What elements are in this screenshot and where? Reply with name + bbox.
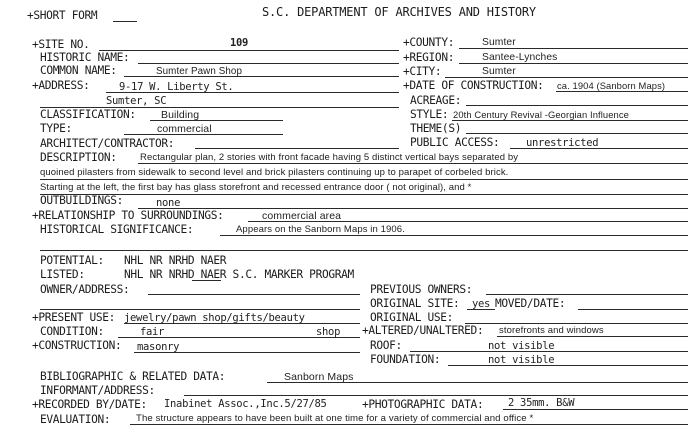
- hist-significance-line2: [40, 250, 688, 251]
- county-value: Sumter: [482, 37, 516, 48]
- hist-significance-label: HISTORICAL SIGNIFICANCE:: [40, 223, 194, 236]
- public-access-line: [510, 148, 688, 149]
- description-line1: [138, 163, 688, 164]
- city-value: Sumter: [482, 66, 516, 77]
- original-use-label: ORIGINAL USE:: [370, 311, 454, 324]
- original-site-line: [467, 309, 495, 310]
- listed-options: NHL NR NRHD NAER S.C. MARKER PROGRAM: [124, 268, 354, 281]
- potential-options: NHL NR NRHD NAER: [124, 254, 227, 267]
- city-line: [445, 77, 688, 78]
- evaluation-line: [130, 424, 688, 425]
- previous-owners-line: [486, 294, 688, 295]
- description-line2: [40, 179, 688, 180]
- description-line3-value: Starting at the left, the first bay has glass storefront and recessed entrance door ( not original), and *: [40, 182, 472, 193]
- original-site-value: yes: [472, 298, 491, 310]
- classification-line: [150, 120, 283, 121]
- type-value: commercial: [157, 123, 212, 135]
- date-construction-line: [556, 91, 688, 92]
- potential-label: POTENTIAL:: [40, 254, 104, 267]
- previous-owners-label: PREVIOUS OWNERS:: [370, 283, 473, 296]
- county-line: [459, 48, 688, 49]
- original-use-line: [465, 323, 688, 324]
- classification-value: Building: [161, 109, 200, 121]
- recorded-by-label: +RECORDED BY/DATE:: [32, 398, 147, 411]
- moved-date-label: MOVED/DATE:: [495, 297, 566, 310]
- construction-label: +CONSTRUCTION:: [32, 339, 122, 352]
- site-no-label: +SITE NO.: [32, 38, 90, 51]
- outbuildings-value: none: [156, 197, 181, 209]
- evaluation-value: The structure appears to have been built at one time for a variety of commercial and office *: [136, 413, 534, 424]
- address-line2-value: Sumter, SC: [106, 95, 167, 107]
- owner-address-label: OWNER/ADDRESS:: [40, 283, 130, 296]
- region-value: Santee-Lynches: [482, 52, 558, 63]
- owner-address-line2: [40, 309, 360, 310]
- condition-line: [118, 337, 360, 338]
- acreage-label: ACREAGE:: [410, 94, 462, 107]
- common-name-label: COMMON NAME:: [40, 64, 117, 77]
- condition-label: CONDITION:: [40, 325, 104, 338]
- description-line1-value: Rectangular plan, 2 stories with front facade having 5 distinct vertical bays separated by: [140, 152, 519, 163]
- style-line: [452, 120, 688, 121]
- acreage-line: [466, 105, 688, 106]
- altered-line: [497, 336, 688, 337]
- site-no-value: 109: [230, 37, 249, 49]
- description-label: DESCRIPTION:: [40, 151, 117, 164]
- common-name-value: Sumter Pawn Shop: [156, 66, 243, 77]
- city-label: +CITY:: [403, 65, 442, 78]
- public-access-value: unrestricted: [526, 137, 599, 149]
- short-form-label: +SHORT FORM: [27, 9, 98, 22]
- present-use-value: jewelry/pawn shop/gifts/beauty: [124, 312, 305, 324]
- informant-line: [184, 395, 688, 396]
- roof-label: ROOF:: [370, 339, 402, 352]
- architect-label: ARCHITECT/CONTRACTOR:: [40, 137, 175, 150]
- photographic-label: +PHOTOGRAPHIC DATA:: [362, 398, 484, 411]
- historic-name-label: HISTORIC NAME:: [40, 51, 130, 64]
- outbuildings-label: OUTBUILDINGS:: [40, 194, 124, 207]
- photographic-value: 2 35mm. B&W: [508, 397, 575, 409]
- public-access-label: PUBLIC ACCESS:: [410, 136, 500, 149]
- construction-value: masonry: [137, 341, 180, 353]
- short-form-blank: [113, 21, 137, 22]
- type-line: [124, 134, 283, 135]
- condition-extra-value: shop: [316, 326, 341, 338]
- relationship-label: +RELATIONSHIP TO SURROUNDINGS:: [32, 209, 224, 222]
- present-use-label: +PRESENT USE:: [32, 311, 116, 324]
- altered-value: storefronts and windows: [499, 325, 604, 336]
- address-label: +ADDRESS:: [32, 79, 90, 92]
- classification-label: CLASSIFICATION:: [40, 108, 136, 121]
- biblio-value: Sanborn Maps: [284, 371, 354, 383]
- hist-significance-value: Appears on the Sanborn Maps in 1906.: [236, 224, 405, 235]
- foundation-line: [448, 365, 688, 366]
- architect-line: [195, 148, 399, 149]
- recorded-by-value: Inabinet Assoc.,Inc.5/27/85: [164, 398, 327, 410]
- roof-value: not visible: [488, 340, 555, 352]
- themes-label: THEME(S): [410, 122, 462, 135]
- moved-date-line: [578, 309, 688, 310]
- foundation-label: FOUNDATION:: [370, 353, 441, 366]
- description-line2-value: quoined pilasters from sidewalk to second level and brick pilasters continuing up to parapet of corbeled brick.: [40, 167, 509, 178]
- historic-name-line: [138, 63, 399, 64]
- nrhd-underline: [192, 280, 221, 281]
- condition-value: fair: [140, 326, 165, 338]
- foundation-value: not visible: [488, 354, 555, 366]
- photographic-line: [503, 409, 688, 410]
- altered-label: +ALTERED/UNALTERED:: [362, 324, 484, 337]
- biblio-line: [267, 382, 688, 383]
- address-line1-value: 9-17 W. Liberty St.: [119, 81, 234, 93]
- date-construction-value: ca. 1904 (Sanborn Maps): [557, 80, 666, 91]
- construction-line: [134, 352, 360, 353]
- informant-label: INFORMANT/ADDRESS:: [40, 384, 155, 397]
- address-line1: [106, 92, 399, 93]
- original-site-label: ORIGINAL SITE:: [370, 297, 460, 310]
- hist-significance-line: [220, 235, 688, 236]
- present-use-line: [124, 323, 360, 324]
- description-line3: [40, 194, 688, 195]
- evaluation-label: EVALUATION:: [40, 413, 111, 426]
- listed-label: LISTED:: [40, 268, 85, 281]
- site-no-line: [99, 50, 399, 51]
- type-label: TYPE:: [40, 122, 72, 135]
- owner-address-line: [148, 294, 360, 295]
- style-value: 20th Century Revival -Georgian Influence: [453, 109, 629, 120]
- style-label: STYLE:: [410, 108, 449, 121]
- themes-line: [466, 133, 688, 134]
- common-name-line: [124, 76, 399, 77]
- relationship-value: commercial area: [262, 210, 342, 222]
- region-label: +REGION:: [403, 51, 455, 64]
- relationship-line: [248, 221, 688, 222]
- roof-line: [410, 351, 688, 352]
- biblio-label: BIBLIOGRAPHIC & RELATED DATA:: [40, 370, 226, 383]
- region-line: [459, 63, 688, 64]
- county-label: +COUNTY:: [403, 36, 455, 49]
- form-title: S.C. DEPARTMENT OF ARCHIVES AND HISTORY: [262, 5, 536, 19]
- date-construction-label: +DATE OF CONSTRUCTION:: [403, 79, 544, 92]
